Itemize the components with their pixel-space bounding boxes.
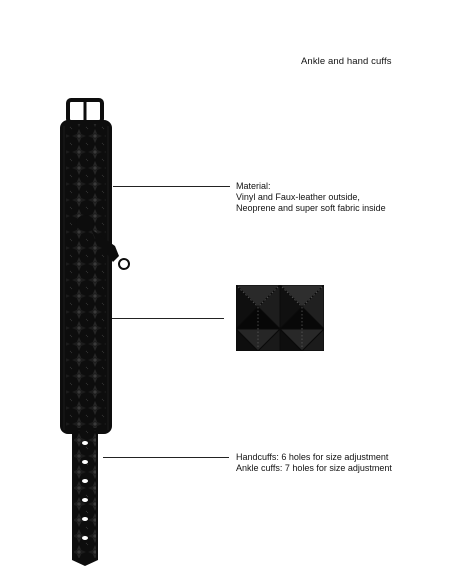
handcuffs-holes-text: Handcuffs: 6 holes for size adjustment: [236, 452, 389, 462]
texture-swatch-image: [236, 285, 324, 351]
material-heading: Material:: [236, 181, 271, 191]
ankle-cuffs-holes-text: Ankle cuffs: 7 holes for size adjustment: [236, 463, 392, 473]
material-leader-line: [113, 186, 230, 187]
material-inside: Neoprene and super soft fabric inside: [236, 203, 386, 213]
material-callout: [236, 181, 386, 214]
cuff-product-image: [55, 96, 145, 566]
holes-leader-line: [103, 457, 229, 458]
texture-leader-line: [112, 318, 224, 319]
material-outside: Vinyl and Faux-leather outside,: [236, 192, 360, 202]
page-title: Ankle and hand cuffs: [301, 56, 392, 67]
holes-callout: [236, 452, 392, 474]
